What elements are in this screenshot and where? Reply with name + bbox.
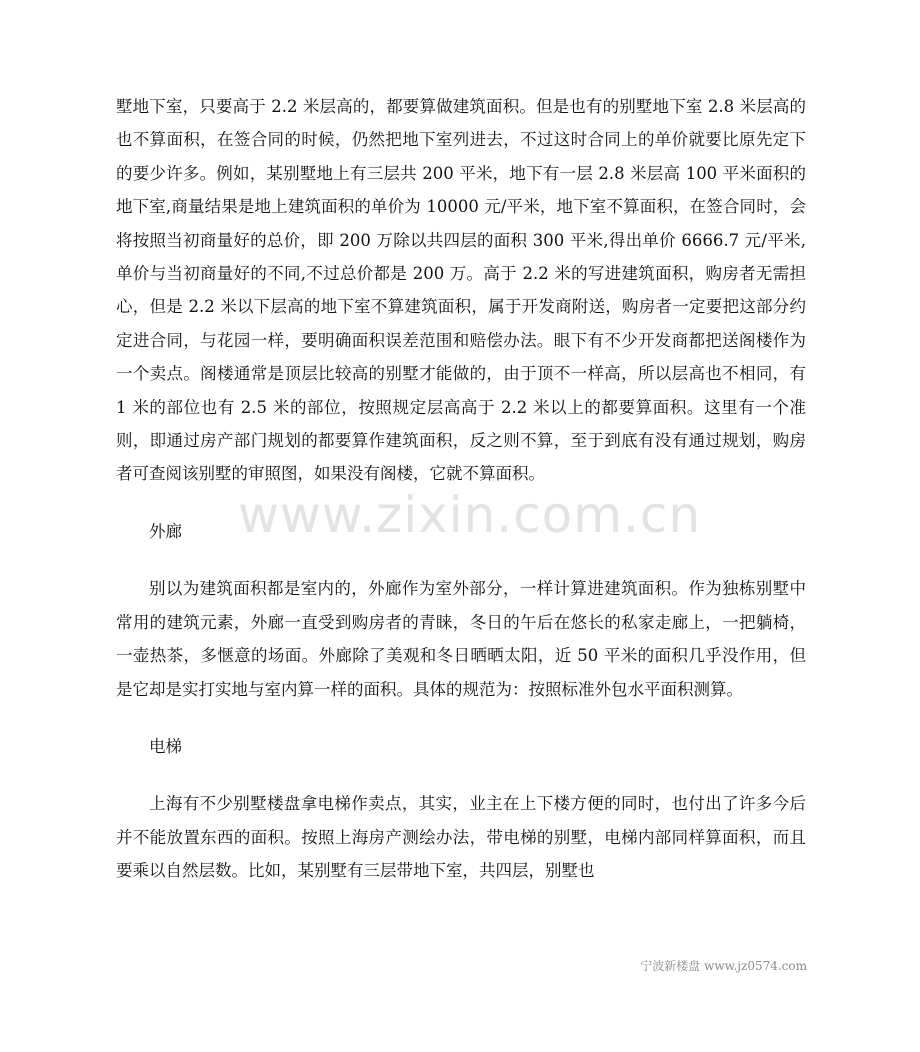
footer-source-link[interactable]: 宁波新楼盘 www.jz0574.com <box>640 959 807 973</box>
watermark: www.zixin.com.cn <box>238 486 702 544</box>
paragraph-gap <box>116 548 806 572</box>
paragraph-gap <box>116 491 806 515</box>
paragraph-elevator: 上海有不少别墅楼盘拿电梯作卖点，其实，业主在上下楼方便的同时，也付出了许多今后并不能放置东西的面积。按照上海房产测绘办法，带电梯的别墅，电梯内部同样算面积，而且要乘以自然层数。比如，某别墅有三层带地下室，共四层，别墅也 <box>116 794 806 881</box>
paragraph-basement-attic: 墅地下室，只要高于 2.2 米层高的，都要算做建筑面积。但是也有的别墅地下室 2.8 米层高的也不算面积，在签合同的时候，仍然把地下室列进去，不过这时合同上的单价就要比原先定下的要少许多。例如，某别墅地上有三层共 200 平米，地下有一层 2.8 米层高 100 平米面积的地下室,商量结果是地上建筑面积的单价为 10000 元/平米，地下室不算面积，在签合同时，会将按照当初商量好的总价，即 200 万除以共四层的面积 300 平米,得出单价 6666.7 元/平米,单价与当初商量好的不同,不过总价都是 200 万。高于 2.2 米的写进建筑面积，购房者无需担心，但是 2.2 米以下层高的地下室不算建筑面积，属于开发商附送，购房者一定要把这部分约定进合同，与花园一样，要明确面积误差范围和赔偿办法。眼下有不少开发商都把送阁楼作为一个卖点。阁楼通常是顶层比较高的别墅才能做的，由于顶不一样高，所以层高也不相同，有 1 米的部位也有 2.5 米的部位，按照规定层高高于 2.2 米以上的都要算面积。这里有一个准则，即通过房产部门规划的都要算作建筑面积，反之则不算，至于到底有没有通过规划，购房者可查阅该别墅的审照图，如果没有阁楼，它就不算面积。 <box>116 97 806 484</box>
section-heading-elevator: 电梯 <box>149 736 182 756</box>
document-body <box>116 90 806 888</box>
section-heading-corridor: 外廊 <box>149 521 182 541</box>
paragraph-gap <box>116 706 806 730</box>
paragraph-gap <box>116 763 806 787</box>
paragraph-corridor: 别以为建筑面积都是室内的，外廊作为室外部分，一样计算进建筑面积。作为独栋别墅中常用的建筑元素，外廊一直受到购房者的青睐，冬日的午后在悠长的私家走廊上，一把躺椅，一壶热茶，多惬意的场面。外廊除了美观和冬日晒晒太阳，近 50 平米的面积几乎没作用，但是它却是实打实地与室内算一样的面积。具体的规范为：按照标准外包水平面积测算。 <box>116 579 806 699</box>
